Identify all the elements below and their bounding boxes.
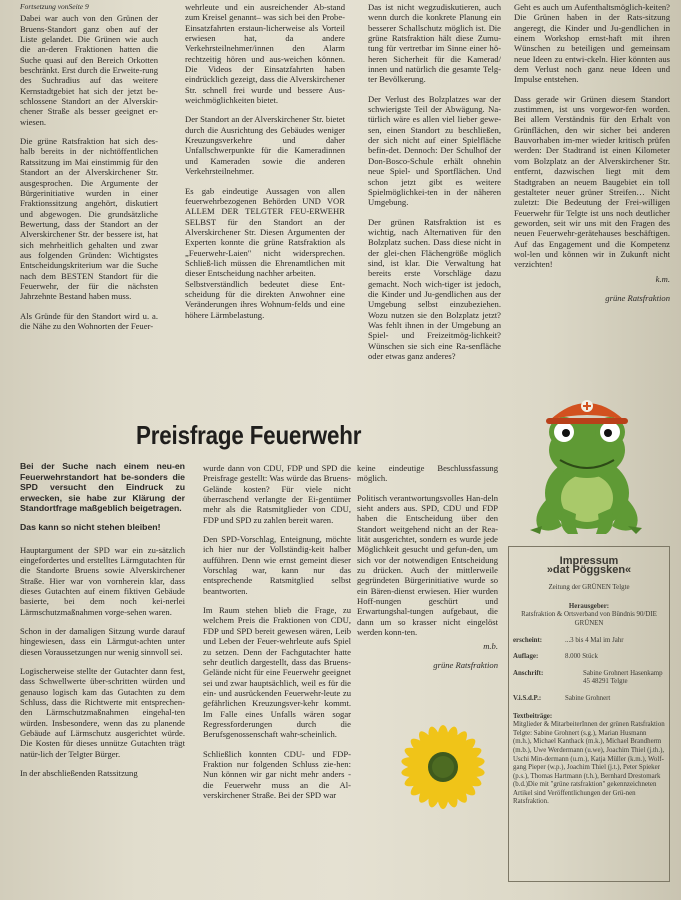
impressum-contributors-text: Mitglieder & MitarbeiterInnen der grünen Ratsfraktion Telgte: Sabine Grohnert (s.g.), Marian Husmann (m.h.), Michael Kanthack (m.k.), Michael Brandherm (m.b.), Uwe Werdermann (u.we), Joachim Thiel (j.th.), Uschi Min-dermann (u.m.), Katja Müller (k.m.), Wolf-gang Pieper (w.p.), Joachim Thiel (j.t.), Peter Spieker (p.s.), Thomas Hartmann (t.h.), Bernhard Drestomark (b.d.)Die mit "grüne ratsfraktion" gekennzeichneten Artikel sind Veröffentlichungen der Grü-nen Ratsfraktion. [513,721,665,806]
paragraph: keine eindeutige Beschlussfassung möglich. [357,463,498,484]
article-bottom-col3 [357,463,498,679]
paragraph: wurde dann von CDU, FDP und SPD die Preisfrage gestellt: Was würde das Bruens-Gelände kosten? Für viele nicht überraschend verlangte der Ei-gentümer mehr als die Ratsmitglieder von CDU, FDP und SPD zu zahlen bereit waren. [203,463,351,525]
article-top-col3 [368,2,501,370]
paragraph: Das ist nicht wegzudiskutieren, auch wenn durch die konkrete Planung ein besserer Schallschutz möglich ist. Die grüne Ratsfraktion hält diese Zumu-tung für vertretbar im Sinne einer hö-heren Sicherheit für die Kamerad/ innen und natürlich die gesamte Telg-ter Bevölkerung. [368,2,501,85]
paragraph: Selbstverständlich bedeutet diese Ent-scheidung für die direkten Anwohner eine Veränderungen ihres Wohnum-felds und eine höhere Lärmbelastung. [185,278,345,320]
article-bottom-col2 [203,463,351,809]
impressum-row [509,670,669,687]
article-top-col1 [20,2,158,340]
paragraph: Es gab eindeutige Aussagen von allen feuerwehrbezogenen Behörden UND VOR ALLEM DER TELGTER FEU-ERWEHR SELBST für den Standort an der Alverskirchener Str. Diesen Argumenten der Experten konnte die grüne Ratsfraktion als „Feuerwehr-Laien" nicht widersprechen. Schließ-lich müssen die Ehrenamtlichen mit dieser Entscheidung nachher arbeiten. [185,185,345,279]
impressum-value: 8.000 Stück [565,653,598,661]
article-top-col4 [514,2,670,312]
paragraph: Geht es auch um Aufenthaltsmöglich-keiten? Die Grünen haben in der Rats-sitzung angeregt, die Kinder und Ju-gendlichen in einem Workshop ernst-haft mit ihren Wünschen zu beteiligen und gemeinsam neue Ideen zu entwi-ckeln. Hier könnten aus dem Verlust noch ganz neue Ideen und Impulse entstehen. [514,2,670,85]
paragraph: Dass gerade wir Grünen diesem Standort zustimmen, ist uns vorgewor-fen worden. Bei allem Verständnis für den Erhalt von Grünflächen, den wir sicher bei anderen Bauvorhaben im-mer wieder kritisch prüfen werden: Der Stadtrand ist einen Kilometer vom Bolzplatz an der Alverskirchener Str. entfernt, dazwischen liegt mit dem Stadtgraben an neuem Baugebiet ein toll gestalteter neuer grüner Streifen… Nicht zuletzt: Die Bedeutung der Frei-willigen Feuerwehr für Telgte ist uns noch deutlicher geworden, seit wir uns mit den Fragen des neuen Feuerwehr-gerätehauses beschäftigen. Auf das Engagement und die Kompetenz wol-len und können wir in Zukunft nicht verzichten! [514,93,670,270]
impressum-key: Auflage: [513,653,539,661]
paragraph: Der grünen Ratsfraktion ist es wichtig, nach Alternativen für den Bolzplatz suchen. Dass diese nicht in der glei-chen Flächengröße möglich sind, ist klar. Die Verwaltung hat bereits erste Vorschläge dazu gemacht. Noch wich-tiger ist jedoch, die Kinder und Ju-gendlichen aus der Umgebung selbst einzubeziehen. Wozu nutzen sie den Bolzplatz jetzt? Was fehlt ihnen in der Umgebung an Spiel- und Freizeitmög-lichkeit? Wünschen sie sich eine Ra-senfläche oder etwas ganz anderes? [368,216,501,361]
article-top-col2 [185,2,345,329]
impressum-title: Impressum [559,555,619,567]
impressum-value: Sabine Grohnert [565,694,611,702]
impressum-value: ...3 bis 4 Mal im Jahr [565,636,624,644]
paragraph: Politisch verantwortungsvolles Han-deln sieht anders aus. SPD, CDU und FDP haben die Entscheidung über den Standort weitgehend nicht an der Rea-lität ausgerichtet, sondern es wurde jede Möglichkeit gesucht und gefun-den, um sich vor der notwendigen Entscheidung zu drücken. Auch der mittlerweile gegründeten Bürgerinitiative wurde so ein Bären-dienst erwiesen. Hier wurden Hoff-nungen geschürt und Erwartungshal-tungen aufgebaut, die dann um so krasser nicht eingelöst werden konn-ten. [357,492,498,638]
author-signature: grüne Ratsfraktion [433,659,498,670]
impressum-key: erscheint: [513,636,543,644]
subheading: Das kann so nicht stehen bleiben! [20,521,161,532]
author-initials: k.m. [655,273,670,284]
author-signature: grüne Ratsfraktion [605,292,670,303]
lead-paragraph: Bei der Suche nach einem neu-en Feuerwehrstandort hat be-sonders die SPD versucht den Eindruck zu erwecken, sie habe zur Klärung der Standortfrage maßgeblich beigetragen. [20,461,185,514]
impressum-subtitle: Zeitung der GRÜNEN Telgte [548,584,630,592]
paragraph: Als Gründe für den Standort wird u. a. die Nähe zu den Wohnorten der Feuer- [20,310,158,331]
paragraph: Im Raum stehen blieb die Frage, zu welchem Preis die Fraktionen von CDU, FDP und SPD bereit gewesen wären, Leib und Leben der Feuer-wehrleute aufs Spiel zu setzen. Denn der Fachgutachter hatte sehr deutlich dargestellt, dass das Bruens-Gelände nicht für eine Feuerwehr geeignet sei und zwar hauptsächlich, weil es für die ein- und ausrückenden Feuerwehr-leute zu gefährlichen Kreuzungsver-kehr kommt. Im Falle eines Unfalls wären sogar Regressforderungen durch die Berufsgenossenschaft wahr-scheinlich. [203,605,351,740]
paragraph: Schon in der damaligen Sitzung wurde darauf hingewiesen, dass ein Lärmgut-achten unter diesen Voraussetzungen nur wenig sinnvoll sei. [20,625,185,657]
impressum-contributors [509,713,669,808]
paragraph: Der Standort an der Alverskirchener Str. bietet durch die Ausrichtung des Gebäudes weniger Kreuzungsverkehre und daher Unfallschwerpunkte für die Kameradinnen und Kameraden sowie die anderen Verkehrsteilnehmer. [185,114,345,177]
impressum-key: Anschrift: [513,669,544,677]
paragraph: In der abschließenden Ratssitzung [20,768,138,779]
impressum-box [508,546,670,882]
impressum-row [509,695,669,704]
frog-mascot-icon [528,388,646,538]
paragraph: Dabei war auch von den Grünen der Bruens-Standort ganz oben auf der Liste gelandet. Die Grünen wie auch die an-deren Fraktionen hatten die Suche quasi auf den Bereich Orkotten beschränkt. Erst durch die Erweite-rung des Suchradius auf das weitere Kernstadtgebiet hat sich der jetzt be-schlossene Standort an der Alverskir-chener Straße als besser geeignet er-wiesen. [20,13,158,127]
continuation-note: Fortsetzung vonSeite 9 [20,2,89,11]
impressum-publisher: Ratsfraktion & Ortsverband von Bündnis 90/DIE GRÜNEN [521,611,657,627]
impressum-key: V.i.S.d.P.: [513,694,542,702]
paragraph: Den SPD-Vorschlag, Enteignung, möchte ich hier nur der Vollständig-keit halber aufführen. Denn wie ernst gemeint dieser Vorschlag war, kann nur das entsprechende Ratsmitglied selbst beantworten. [203,534,351,596]
paragraph: Der Verlust des Bolzplatzes war der schwierigste Teil der Abwägung. Na-türlich wäre es allen viel lieber gewe-sen, einen Standort zu beschließen, der sich nicht auf einer Spielfläche befin-det. Dennoch: Der Schulhof der Don-Bosco-Schule erhält ohnehin neue Spiel- und Sportflächen. Und schon jetzt gibt es weitere Spielmöglichkei-ten in der näheren Umgebung. [368,93,501,208]
impressum-value: Sabine Grohnert Hasenkamp 45 48291 Telgte [583,669,663,686]
impressum-paper-name: »dat Pöggsken« [546,563,632,576]
headline: Preisfrage Feuerwehr [136,420,362,450]
impressum-row [509,653,669,662]
paragraph: Die grüne Ratsfraktion hat sich des-halb bereits in der nichtöffentlichen Ratssitzung im Mai einstimmig für den Standort an der Alverskirchener Str. ausgesprochen. Die Argumente der Bürgerinitiative wurden in einer Fraktionssitzung angehört, diskutiert und abgewogen. Die grundsätzliche Bewertung, dass der Standort an der Alverskirchener Str. der bessere ist, hat sich mehrheitlich gehalten und zwar aus folgenden Gründen: Wichtigstes Entscheidungskriterium war die Suche nach dem BESTEN Standort für die Feuerwehr, der für die nächsten Jahrzehnte Bestand haben muss. [20,136,158,302]
impressum-row [509,637,669,646]
paragraph: Hauptargument der SPD war ein zu-sätzlich eingefordertes und erstelltes Lärmgutachten für die Standorte Bruens sowie Alverskirchener Straße. Hier war von vornherein klar, dass dieses Gutachten auf einem fiktiven Gebäude basierte, bei dem noch kei-nerlei Lärmschutzmaßnahmen vorge-sehen waren. [20,544,185,617]
author-initials: m.b. [483,640,498,651]
paragraph: Schließlich konnten CDU- und FDP-Fraktion nur folgenden Schluss zie-hen: Nun können wir gar nicht mehr anders - die Feuerwehr muss an die Al-verskirchener Straße. Bei der SPD war [203,748,351,800]
impressum-publisher-label: Herausgeber: [568,602,610,610]
sunflower-logo-icon [398,722,488,812]
paragraph: Logischerweise stellte der Gutachter dann fest, dass Schwellwerte über-schritten würden und genauso logisch kam das Gutachten zu dem Schluss, dass die Richtwerte mit entsprechen-den Lärmschutzmaßnahmen eingehal-ten würden. Insbesondere, wenn das zu planende Gebäude auf Lärmschutz ausgerichtet würde. Die Kosten für dieses unnütze Gutachten trägt natür-lich der Telgter Bürger. [20,666,185,759]
impressum-contributors-label: Textbeiträge: [513,712,553,720]
paragraph: wehrleute und ein ausreichender Ab-stand zum Kreisel genannt– was sich bei den Probe-Einsatzfahrten erstaun-licherweise als Vorteil erwiesen hat, da andere Verkehrsteilnehmer/innen den Alarm rechtzeitig hören und aus-weichen können. Die Videos der Einsatzfahrten haben eindrücklich gezeigt, dass die Alverskirchener Str. schnell frei wurde und bessere Aus-weichmöglichkeiten bietet. [185,2,345,106]
article-bottom-col1 [20,461,185,787]
